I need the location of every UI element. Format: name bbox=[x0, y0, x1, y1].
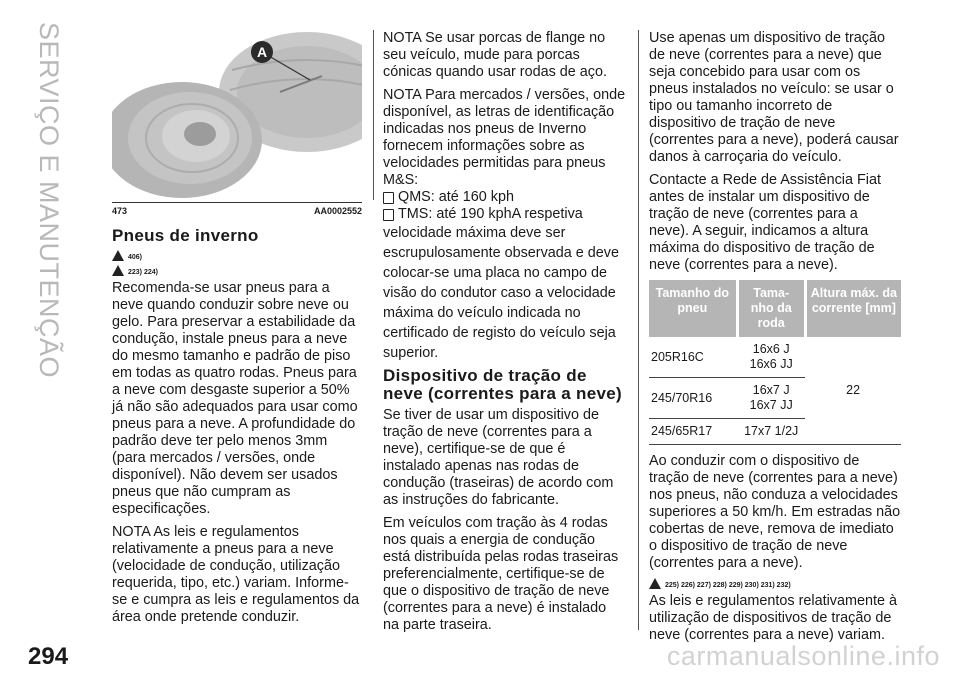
figure-number: 473 bbox=[112, 206, 128, 216]
winter-tires-note: NOTA As leis e regulamentos relativamente a pneus para a neve (velocidade de condução, utilização requerida, tipo, etc.) variam. Informe-se e cumpra as leis e regulamentos da área onde pretende conduzir. bbox=[112, 524, 360, 625]
table-row bbox=[649, 337, 901, 378]
figure-rule bbox=[112, 202, 362, 203]
table-header: Tamanho do pneu bbox=[649, 280, 737, 337]
checkbox-icon bbox=[383, 192, 394, 204]
figure-code: AA0002552 bbox=[313, 206, 362, 216]
wheel-size-cell: 17x7 1/2J bbox=[737, 419, 805, 445]
warning-ref: 406) bbox=[112, 250, 362, 261]
column-divider bbox=[638, 30, 639, 630]
warning-ref: 223) 224) bbox=[112, 265, 362, 276]
winter-tires-body: Recomenda-se usar pneus para a neve quando conduzir sobre neve ou gelo. Para preservar a estabilidade da condução, instale pneus para a neve do mesmo tamanho e padrão de piso em todas as quatro rodas. Pneus para a neve com desgaste superior a 50% já não são adequados para usar como pneus para a neve. A profundidade do padrão deve ter pelo menos 3mm (para mercados / versões, onde disponível). Não devem ser usados pneus que não cumpram as especificações. bbox=[112, 280, 358, 517]
warning-triangle-icon bbox=[112, 265, 124, 276]
table-header: Altura máx. da corrente [mm] bbox=[805, 280, 901, 337]
max-height-cell: 22 bbox=[805, 337, 901, 445]
tire-size-cell: 245/70R16 bbox=[649, 378, 737, 419]
ms-speed-note: NOTA Para mercados / versões, onde disponível, as letras de identificação indicadas nos pneus de Inverno fornecem informações sobre as velocidades permitidas para pneus M&S: bbox=[383, 87, 626, 188]
tire-illustration bbox=[112, 30, 362, 202]
section-side-tab bbox=[24, 22, 64, 417]
tire-size-cell: 205R16C bbox=[651, 349, 704, 364]
column-left bbox=[112, 30, 362, 632]
checkbox-icon bbox=[383, 209, 394, 221]
wheel-size-cell: 16x7 J 16x7 JJ bbox=[737, 378, 805, 419]
column-right bbox=[649, 30, 901, 650]
table-header: Tama- nho da roda bbox=[737, 280, 805, 337]
column-divider bbox=[373, 30, 374, 200]
snow-chains-para1: Se tiver de usar um dispositivo de tração de neve (correntes para a neve), certifique-se de que é instalado apenas nas rodas de condução (traseiras) de acordo com as instruções do fabricante. bbox=[383, 407, 614, 508]
page-number: 294 bbox=[28, 643, 69, 670]
wheel-size-cell: 16x6 J 16x6 JJ bbox=[749, 342, 793, 371]
bullet-item: TMS: até 190 kphA respetiva bbox=[383, 206, 626, 223]
chain-height-table bbox=[649, 280, 901, 445]
figure-caption bbox=[112, 206, 362, 216]
winter-tire-figure bbox=[112, 30, 362, 202]
warning-triangle-icon bbox=[649, 578, 661, 589]
flange-nuts-note: NOTA Se usar porcas de flange no seu veículo, mude para porcas cónicas quando usar rodas de aço. bbox=[383, 30, 608, 80]
winter-tires-heading: Pneus de inverno bbox=[112, 226, 259, 245]
column-middle bbox=[383, 30, 626, 640]
warning-ref: 225) 226) 227) 228) 229) 230) 231) 232) bbox=[649, 578, 901, 589]
warning-triangle-icon bbox=[112, 250, 124, 261]
snow-chains-heading: Dispositivo de tração de neve (correntes para a neve) bbox=[383, 366, 622, 403]
tire-size-cell: 245/65R17 bbox=[649, 419, 737, 445]
fiat-network-para: Contacte a Rede de Assistência Fiat antes de instalar um dispositivo de tração de neve (correntes para a neve). A seguir, indicamos a altura máxima do dispositivo de tração de neve (correntes para a neve). bbox=[649, 172, 881, 273]
chain-speed-para: Ao conduzir com o dispositivo de tração de neve (correntes para a neve) nos pneus, não conduza a velocidades superiores a 50 km/h. Em estradas não cobertas de neve, remova de imediato o dispositivo de tração de neve (correntes para a neve). bbox=[649, 453, 901, 571]
bullet-item: QMS: até 160 kph bbox=[383, 189, 626, 206]
section-title: SERVIÇO E MANUTENÇÃO bbox=[34, 22, 64, 379]
footer-watermark: carmanualsonline.info bbox=[666, 641, 940, 671]
speed-continuation: velocidade máxima deve ser escrupulosamente observada e deve colocar-se uma placa no campo de visão do condutor caso a velocidade máxima do veículo indicada no certificado de registo do veículo seja superior. bbox=[383, 225, 619, 361]
callout-a: A bbox=[256, 44, 268, 60]
chains-compat-para: Use apenas um dispositivo de tração de neve (correntes para a neve) que seja concebido para usar com os pneus instalados no veículo: se usar o tipo ou tamanho incorreto de dispositivo de tração de neve (correntes para a neve), poderá causar danos à carroçaria do veículo. bbox=[649, 30, 899, 165]
chain-laws-para: As leis e regulamentos relativamente à utilização de dispositivos de tração de neve (correntes para a neve) variam. bbox=[649, 593, 897, 643]
snow-chains-para2: Em veículos com tração às 4 rodas nos quais a energia de condução está distribuída pelas rodas traseiras preferencialmente, certifique-se de que o dispositivo de tração de neve (correntes para a neve) é instalado na parte traseira. bbox=[383, 515, 619, 633]
